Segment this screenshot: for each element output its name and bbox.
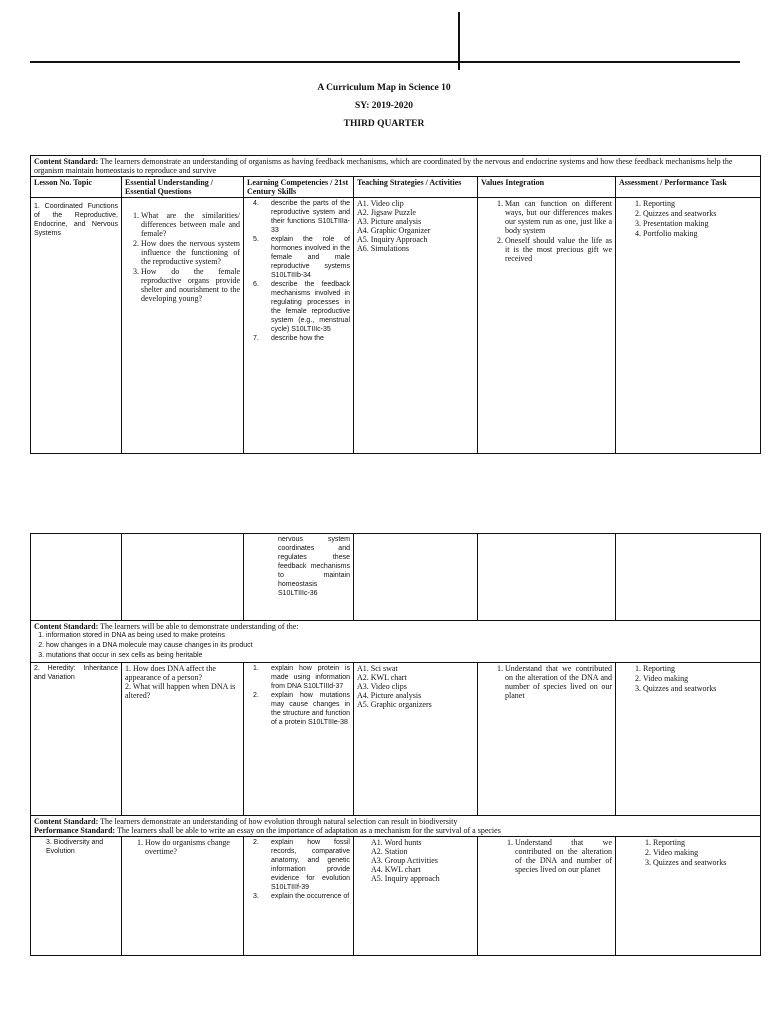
- performance-standard-label: Performance Standard:: [34, 826, 116, 835]
- content-standard-label: Content Standard:: [34, 817, 99, 826]
- assessment-item: 3. Quizzes and seatworks: [643, 684, 757, 693]
- content-standard-label: Content Standard:: [34, 157, 99, 166]
- lesson-row-1: [31, 198, 761, 454]
- values-list: [481, 199, 612, 263]
- col-header-assessment: Assessment / Performance Task: [616, 177, 761, 198]
- competency-item: describe how the: [271, 335, 324, 342]
- question-item: 3. How do the female reproductive organs provide shelter and nourishment to the developing young?: [141, 267, 240, 303]
- strategy-item: A3. Group Activities: [371, 856, 438, 865]
- assessment-item: 2. Video making: [643, 674, 757, 683]
- school-year: SY: 2019-2020: [355, 101, 413, 111]
- competency-item: explain how protein is made using information from DNA S10LTIIId-37: [271, 665, 350, 690]
- content-standard-row-3: [31, 816, 761, 837]
- col-header-competencies: Learning Competencies / 21st Century Skills: [244, 177, 354, 198]
- content-standard-text: The learners will be able to demonstrate understanding of the:: [100, 622, 299, 631]
- assessment-item: 1. Reporting: [653, 838, 757, 847]
- assessment-item: 3. Quizzes and seatworks: [653, 858, 757, 867]
- competency-list: 2. explain how fossil records, comparative anatomy, and genetic information provide evidence for evolution S10LTIIIf-39 3. explain the occurrence of: [253, 839, 350, 900]
- strategy-item: A2. KWL chart: [357, 673, 407, 682]
- assessment-item: 2. Quizzes and seatworks: [643, 209, 757, 218]
- values-list: [481, 838, 612, 874]
- essential-questions: [125, 199, 240, 303]
- strategy-item: A2. Jigsaw Puzzle: [357, 208, 416, 217]
- strategy-list: [357, 199, 474, 253]
- value-item: 2. Oneself should value the life as it is the most precious gift we received: [505, 236, 612, 263]
- col-header-values: Values Integration: [478, 177, 616, 198]
- lesson-topic: 1. Coordinated Functions of the Reproductive, Endocrine, and Nervous Systems: [34, 203, 118, 237]
- content-item: 2. how changes in a DNA molecule may cause changes in its product: [46, 641, 757, 650]
- competency-list: 4. describe the parts of the reproductive system and their functions S10LTIIIa-33 5. explain the role of hormones involved in the female and male reproductive systems S10LTIIIb-34 6. describe the feedback mechanisms involved in regulating processes in the female reproductive system (e.g., menstrual cycle) S10LTIIIc-35 7. describe how the: [253, 200, 350, 342]
- competency-item: explain how fossil records, comparative anatomy, and genetic information provide evidence for evolution S10LTIIIf-39: [271, 839, 350, 891]
- lesson-row-2: [31, 663, 761, 816]
- lesson-topic: 2. Heredity: Inheritance and Variation: [34, 665, 118, 681]
- strategy-item: A5. Graphic organizers: [357, 700, 432, 709]
- competency-item: describe the feedback mechanisms involved in regulating processes in the female reproductive system (e.g., menstrual cycle) S10LTIIIc-35: [271, 281, 350, 333]
- strategy-item: A3. Picture analysis: [357, 217, 422, 226]
- strategy-item: A4. KWL chart: [371, 865, 421, 874]
- document-title: A Curriculum Map in Science 10: [317, 83, 451, 93]
- values-list: [481, 664, 612, 700]
- performance-standard-text: The learners shall be able to write an essay on the importance of adaptation as a mechanism for the survival of a species: [116, 826, 501, 835]
- strategy-item: A5. Inquiry Approach: [357, 235, 428, 244]
- assessment-item: 4. Portfolio making: [643, 229, 757, 238]
- content-item: 3. mutations that occur in sex cells as being heritable: [46, 651, 757, 660]
- competency-item: explain the role of hormones involved in the female and male reproductive systems S10LTIIIb-34: [271, 236, 350, 279]
- col-header-understanding: Essential Understanding / Essential Questions: [122, 177, 244, 198]
- competency-continued: nervous system coordinates and regulates these feedback mechanisms to maintain homeostasis S10LTIIIc-36: [278, 536, 350, 597]
- strategy-item: A1. Word hunts: [371, 838, 422, 847]
- question-item: 2. What will happen when DNA is altered?: [125, 682, 236, 700]
- strategy-list: [357, 664, 474, 709]
- assessment-item: 1. Reporting: [643, 199, 757, 208]
- question-item: 1. What are the similarities/ differences between male and female?: [141, 211, 240, 238]
- assessment-item: 2. Video making: [653, 848, 757, 857]
- assessment-item: 3. Presentation making: [643, 219, 757, 228]
- competency-item: explain how mutations may cause changes in the structure and function of a protein S10LTIIIe-38: [271, 692, 350, 726]
- value-item: 1. Man can function on different ways, but our differences makes our system run as one, just like a body system: [505, 199, 612, 235]
- quarter-label: THIRD QUARTER: [343, 119, 425, 129]
- content-item: 1. information stored in DNA as being used to make proteins: [46, 631, 757, 640]
- col-header-lesson: Lesson No. Topic: [31, 177, 122, 198]
- value-item: 1. Understand that we contributed on the alteration of the DNA and number of species lived on our planet: [515, 838, 612, 874]
- strategy-item: A1. Video clip: [357, 199, 404, 208]
- strategy-item: A3. Video clips: [357, 682, 407, 691]
- content-standard-text: The learners demonstrate an understanding of how evolution through natural selection can result in biodiversity: [100, 817, 458, 826]
- assessment-item: 1. Reporting: [643, 664, 757, 673]
- content-standard-row: [31, 156, 761, 177]
- column-header-row: [31, 177, 761, 198]
- content-standard-items: [34, 631, 757, 660]
- content-standard-label: Content Standard:: [34, 622, 99, 631]
- essential-questions: [125, 838, 240, 856]
- question-item: 2. How does the nervous system influence the functioning of the reproductive system?: [141, 239, 240, 266]
- competency-list: 1. explain how protein is made using information from DNA S10LTIIId-37 2. explain how mutations may cause changes in the structure and function of a protein S10LTIIIe-38: [253, 665, 350, 726]
- col-header-strategies: Teaching Strategies / Activities: [354, 177, 478, 198]
- strategy-item: A4. Picture analysis: [357, 691, 422, 700]
- competency-item: explain the occurrence of: [271, 893, 350, 900]
- assessment-list: [619, 838, 757, 867]
- strategy-list: [357, 838, 474, 883]
- assessment-list: [619, 664, 757, 693]
- header-rule: [30, 61, 740, 63]
- curriculum-table-1: [30, 155, 761, 454]
- strategy-item: A5. Inquiry approach: [371, 874, 440, 883]
- lesson-row-3: [31, 837, 761, 956]
- content-standard-text: The learners demonstrate an understanding of organisms as having feedback mechanisms, which are coordinated by the nervous and endocrine systems and how these feedback mechanisms help the organism maintain homeostasis to reproduce and survive: [34, 157, 733, 175]
- curriculum-table-2: [30, 533, 761, 956]
- strategy-item: A4. Graphic Organizer: [357, 226, 431, 235]
- lesson-topic: 3. Biodiversity and Evolution: [46, 839, 104, 855]
- competency-item: describe the parts of the reproductive system and their functions S10LTIIIa-33: [271, 200, 350, 234]
- strategy-item: A6. Simulations: [357, 244, 410, 253]
- content-standard-row-2: [31, 621, 761, 663]
- assessment-list: [619, 199, 757, 238]
- strategy-item: A2. Station: [371, 847, 408, 856]
- continued-row: [31, 534, 761, 621]
- value-item: 1. Understand that we contributed on the alteration of the DNA and number of species lived on our planet: [505, 664, 612, 700]
- strategy-item: A1. Sci swat: [357, 664, 398, 673]
- question-item: 1. How do organisms change overtime?: [145, 838, 240, 856]
- question-item: 1. How does DNA affect the appearance of a person?: [125, 664, 216, 682]
